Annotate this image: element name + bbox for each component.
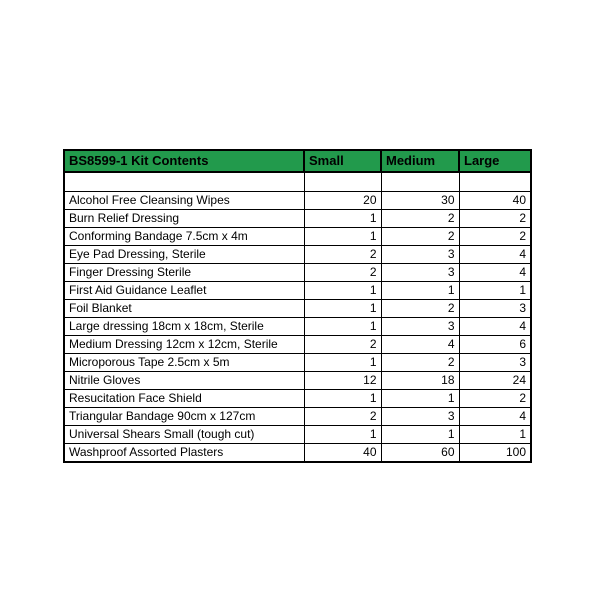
- table-row: [64, 354, 531, 372]
- small-qty-cell: 1: [304, 300, 381, 318]
- large-qty-cell: 4: [459, 246, 531, 264]
- large-qty-cell: 100: [459, 444, 531, 463]
- item-name-cell: Alcohol Free Cleansing Wipes: [64, 192, 304, 210]
- table-row: [64, 318, 531, 336]
- large-qty-cell: 6: [459, 336, 531, 354]
- table-row: [64, 300, 531, 318]
- table-row: [64, 192, 531, 210]
- table-row: [64, 444, 531, 463]
- small-qty-cell: 1: [304, 318, 381, 336]
- small-qty-cell: 12: [304, 372, 381, 390]
- large-qty-cell: 1: [459, 426, 531, 444]
- header-small-cell: Small: [304, 150, 381, 172]
- medium-qty-cell: 1: [381, 426, 459, 444]
- medium-qty-cell: 60: [381, 444, 459, 463]
- item-name-cell: Finger Dressing Sterile: [64, 264, 304, 282]
- spacer-row: [64, 172, 531, 192]
- item-name-cell: Medium Dressing 12cm x 12cm, Sterile: [64, 336, 304, 354]
- kit-contents-table: [63, 149, 532, 463]
- item-name-cell: Foil Blanket: [64, 300, 304, 318]
- large-qty-cell: 40: [459, 192, 531, 210]
- header-large-cell: Large: [459, 150, 531, 172]
- small-qty-cell: 1: [304, 210, 381, 228]
- large-qty-cell: 2: [459, 390, 531, 408]
- item-name-cell: Conforming Bandage 7.5cm x 4m: [64, 228, 304, 246]
- spacer-cell: [459, 172, 531, 192]
- small-qty-cell: 2: [304, 336, 381, 354]
- large-qty-cell: 3: [459, 354, 531, 372]
- large-qty-cell: 24: [459, 372, 531, 390]
- medium-qty-cell: 1: [381, 390, 459, 408]
- large-qty-cell: 2: [459, 228, 531, 246]
- header-title-cell: BS8599-1 Kit Contents: [64, 150, 304, 172]
- small-qty-cell: 2: [304, 246, 381, 264]
- small-qty-cell: 1: [304, 282, 381, 300]
- item-name-cell: Large dressing 18cm x 18cm, Sterile: [64, 318, 304, 336]
- medium-qty-cell: 2: [381, 228, 459, 246]
- header-row: [64, 150, 531, 172]
- medium-qty-cell: 4: [381, 336, 459, 354]
- item-name-cell: First Aid Guidance Leaflet: [64, 282, 304, 300]
- medium-qty-cell: 18: [381, 372, 459, 390]
- table-row: [64, 426, 531, 444]
- medium-qty-cell: 2: [381, 354, 459, 372]
- item-name-cell: Washproof Assorted Plasters: [64, 444, 304, 463]
- medium-qty-cell: 3: [381, 264, 459, 282]
- table-row: [64, 282, 531, 300]
- header-medium-cell: Medium: [381, 150, 459, 172]
- small-qty-cell: 2: [304, 408, 381, 426]
- medium-qty-cell: 2: [381, 210, 459, 228]
- small-qty-cell: 40: [304, 444, 381, 463]
- medium-qty-cell: 1: [381, 282, 459, 300]
- small-qty-cell: 1: [304, 228, 381, 246]
- table-row: [64, 228, 531, 246]
- medium-qty-cell: 3: [381, 408, 459, 426]
- item-name-cell: Resucitation Face Shield: [64, 390, 304, 408]
- item-name-cell: Triangular Bandage 90cm x 127cm: [64, 408, 304, 426]
- spacer-cell: [381, 172, 459, 192]
- item-name-cell: Nitrile Gloves: [64, 372, 304, 390]
- table-row: [64, 210, 531, 228]
- large-qty-cell: 1: [459, 282, 531, 300]
- item-name-cell: Universal Shears Small (tough cut): [64, 426, 304, 444]
- medium-qty-cell: 3: [381, 246, 459, 264]
- spacer-cell: [64, 172, 304, 192]
- medium-qty-cell: 30: [381, 192, 459, 210]
- small-qty-cell: 1: [304, 390, 381, 408]
- small-qty-cell: 20: [304, 192, 381, 210]
- table-row: [64, 246, 531, 264]
- table-row: [64, 372, 531, 390]
- item-name-cell: Microporous Tape 2.5cm x 5m: [64, 354, 304, 372]
- large-qty-cell: 4: [459, 264, 531, 282]
- small-qty-cell: 1: [304, 426, 381, 444]
- item-name-cell: Eye Pad Dressing, Sterile: [64, 246, 304, 264]
- item-name-cell: Burn Relief Dressing: [64, 210, 304, 228]
- spacer-cell: [304, 172, 381, 192]
- table-row: [64, 390, 531, 408]
- small-qty-cell: 1: [304, 354, 381, 372]
- medium-qty-cell: 2: [381, 300, 459, 318]
- large-qty-cell: 4: [459, 318, 531, 336]
- medium-qty-cell: 3: [381, 318, 459, 336]
- table-row: [64, 336, 531, 354]
- table-row: [64, 264, 531, 282]
- small-qty-cell: 2: [304, 264, 381, 282]
- large-qty-cell: 4: [459, 408, 531, 426]
- table-row: [64, 408, 531, 426]
- large-qty-cell: 2: [459, 210, 531, 228]
- large-qty-cell: 3: [459, 300, 531, 318]
